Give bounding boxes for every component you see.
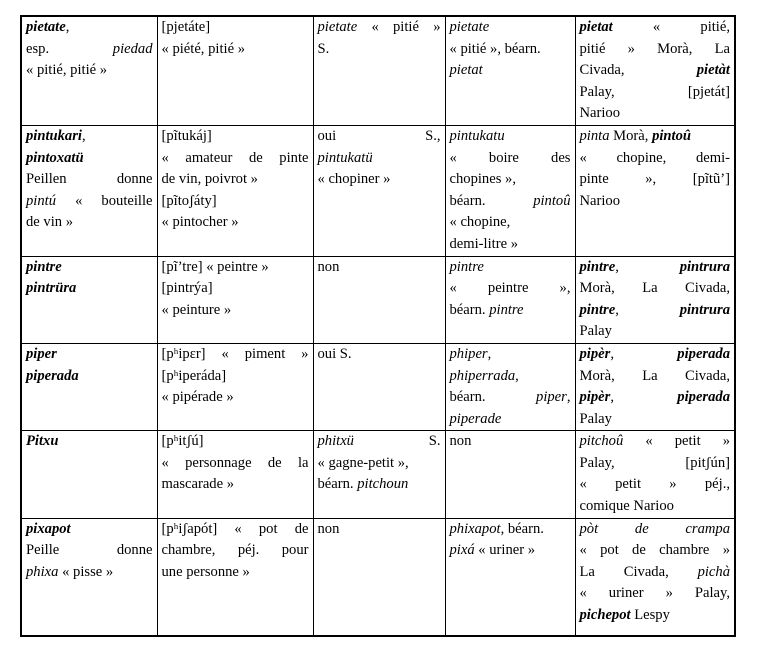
headword: pintrüra (26, 280, 77, 297)
table-cell (157, 256, 313, 343)
cell-text: piedad (112, 40, 153, 57)
headword: piper (26, 345, 57, 362)
cell-text: pichà (697, 563, 730, 580)
cell-text: phixapot (449, 520, 501, 537)
cell-text: des (551, 149, 571, 166)
cell-text: pintrura (679, 301, 730, 318)
cell-text: pintrura (679, 258, 730, 275)
cell-text: pòt (579, 520, 599, 537)
cell-text: pixá (449, 542, 475, 559)
cell-text: [pʰiʃapót] (161, 520, 218, 537)
cell-text: « petit » (579, 476, 677, 493)
cell-text: pitié » Morà, La (579, 40, 730, 57)
table-cell (21, 256, 157, 343)
cell-text: pietàt (696, 62, 730, 79)
headword: pintre (26, 258, 62, 275)
cell-text: piper (536, 389, 567, 406)
cell-text: S. (428, 433, 441, 450)
cell-text: phixa (26, 563, 59, 580)
cell-text: « peinture » (161, 301, 232, 318)
cell-text: non (317, 258, 340, 275)
cell-text: béarn. (449, 192, 486, 209)
cell-text: pinte », (579, 171, 657, 188)
cell-text: Peille (26, 542, 60, 559)
table-cell (445, 125, 575, 256)
cell-text: , (566, 389, 571, 406)
table-cell (313, 256, 445, 343)
table-cell (445, 518, 575, 636)
cell-text: piperade (449, 410, 502, 427)
cell-text: Palay (579, 323, 612, 340)
cell-text: chopines », (449, 171, 516, 188)
cell-text: de (634, 520, 649, 537)
cell-text: Lespy (630, 607, 670, 624)
cell-text: « pisse » (62, 563, 114, 580)
cell-text: pichepot (579, 607, 631, 624)
cell-text: [pintrýa] (161, 280, 213, 297)
table-cell (157, 125, 313, 256)
cell-text: « uriner » (478, 542, 536, 559)
headword: pietate (26, 19, 66, 35)
cell-text: piperada (677, 345, 730, 362)
cell-text: « (449, 280, 457, 297)
table-cell (21, 431, 157, 518)
table-row (21, 125, 735, 256)
table-row (21, 518, 735, 636)
cell-text: pintre (449, 258, 484, 275)
cell-text: de vin » (26, 214, 74, 231)
table-cell (313, 16, 445, 125)
table-row (21, 16, 735, 125)
cell-text: piperada (677, 389, 730, 406)
table-cell (157, 16, 313, 125)
cell-text: Palay, (694, 585, 730, 602)
cell-text: », (559, 280, 571, 297)
cell-text: , (515, 367, 519, 384)
cell-text: pinta (579, 127, 610, 144)
headword: pintoxatü (26, 149, 84, 166)
cell-text: Narioo (579, 105, 621, 122)
cell-text: donne (116, 542, 153, 559)
cell-text: , (610, 389, 614, 406)
cell-text: comique Narioo (579, 498, 674, 515)
cell-text: pintú (26, 192, 56, 209)
cell-text: Civada, (579, 62, 625, 79)
cell-text: phitxü (317, 433, 354, 450)
cell-text: « pot de chambre » (579, 542, 730, 559)
cell-text: , (610, 345, 614, 362)
cell-text: « amateur de pinte (161, 149, 309, 166)
cell-text: demi- (695, 149, 730, 166)
cell-text: « uriner » (579, 585, 673, 602)
cell-text: demi-litre » (449, 235, 518, 252)
cell-text: pitchoun (357, 476, 409, 493)
cell-text: « pintocher » (161, 214, 239, 231)
cell-text: pietate (449, 19, 490, 35)
cell-text: péj., (704, 476, 730, 493)
table-cell (575, 16, 735, 125)
cell-text: [pĩ’tre] « peintre » (161, 258, 269, 275)
cell-text: [pitʃún] (685, 454, 730, 471)
cell-text: Morà, La Civada, (579, 280, 730, 297)
cell-text: S., (425, 127, 441, 144)
table-cell (157, 518, 313, 636)
cell-text: esp. (26, 40, 50, 57)
cell-text: pintre (579, 258, 616, 275)
cell-text: pintre (579, 301, 616, 318)
cell-text: crampa (685, 520, 730, 537)
headword: pintukari (26, 127, 82, 144)
cell-text: pitchoû (579, 433, 624, 450)
table-cell (445, 431, 575, 518)
cell-text: béarn. (449, 389, 486, 406)
cell-text: « chopiner » (317, 171, 391, 188)
cell-text: phiper (449, 345, 488, 362)
cell-text: Peillen (26, 171, 67, 188)
cell-text: une personne » (161, 563, 250, 580)
cell-text: « pot de (234, 520, 309, 537)
cell-text: [pĩtukáj] (161, 127, 212, 144)
cell-text: Palay (579, 410, 612, 427)
cell-text: pintukatu (449, 127, 505, 144)
table-row (21, 431, 735, 518)
cell-text: pietat (579, 19, 613, 35)
cell-text: « pitié » (371, 19, 441, 35)
table-cell (157, 431, 313, 518)
cell-text: donne (116, 171, 153, 188)
cell-text: de vin, poivrot » (161, 171, 258, 188)
cell-text: [pʰitʃú] (161, 433, 204, 450)
cell-text: [pʰipɛr] (161, 345, 206, 362)
cell-text: « piment » (221, 345, 309, 362)
cell-text: pintre (489, 301, 524, 318)
cell-text: [pĩtoʃáty] (161, 192, 217, 209)
cell-text: pintukatü (317, 149, 373, 166)
headword: piperada (26, 367, 79, 384)
table-cell (575, 431, 735, 518)
cell-text: [pjetáte] (161, 19, 211, 35)
cell-text: peintre (487, 280, 529, 297)
cell-text: Morà, La Civada, (579, 367, 730, 384)
cell-text: chambre, péj. pour (161, 542, 309, 559)
cell-text: non (317, 520, 340, 537)
table-cell (575, 343, 735, 430)
cell-text: , (615, 301, 619, 318)
cell-text: , (65, 19, 70, 35)
cell-text: [pjetát] (687, 83, 730, 100)
cell-text: « chopine, (579, 149, 667, 166)
table-cell (313, 518, 445, 636)
cell-text: , (487, 345, 492, 362)
table-row (21, 343, 735, 430)
cell-text: « pitié, pitié » (26, 62, 108, 79)
table-cell (575, 518, 735, 636)
table-cell (313, 343, 445, 430)
cell-text: pipèr (579, 389, 611, 406)
table-cell (21, 343, 157, 430)
cell-text: « petit » (645, 433, 730, 450)
cell-text: « pitié, (652, 19, 730, 35)
cell-text: , (615, 258, 619, 275)
headword: Pitxu (26, 433, 59, 450)
cell-text: « boire (449, 149, 519, 166)
cell-text: « bouteille (75, 192, 153, 209)
cell-text: oui S. (317, 345, 352, 362)
lexicon-table (20, 15, 736, 637)
cell-text: « piété, pitié » (161, 40, 245, 57)
cell-text: béarn. (317, 476, 354, 493)
cell-text: « pitié », béarn. (449, 40, 541, 57)
table-cell (575, 125, 735, 256)
cell-text: pipèr (579, 345, 611, 362)
cell-text: S. (317, 40, 330, 57)
cell-text: pietat (449, 62, 483, 79)
cell-text: pintoû (652, 127, 691, 144)
table-cell (575, 256, 735, 343)
cell-text: oui (317, 127, 337, 144)
cell-text: La Civada, (579, 563, 669, 580)
cell-text: pietate (317, 19, 358, 35)
table-cell (313, 431, 445, 518)
headword: pixapot (26, 520, 71, 537)
table-cell (445, 343, 575, 430)
table-cell (21, 518, 157, 636)
table-cell (21, 125, 157, 256)
cell-text: Narioo (579, 192, 621, 209)
cell-text: « gagne-petit », (317, 454, 409, 471)
table-row (21, 256, 735, 343)
cell-text: pintoû (533, 192, 571, 209)
cell-text: Palay, (579, 454, 615, 471)
cell-text: béarn. (449, 301, 486, 318)
table-cell (21, 16, 157, 125)
cell-text: Morà, (609, 127, 653, 144)
cell-text: , (81, 127, 86, 144)
table-cell (313, 125, 445, 256)
table-cell (445, 16, 575, 125)
cell-text: « pipérade » (161, 389, 234, 406)
table-cell (157, 343, 313, 430)
cell-text: , béarn. (500, 520, 544, 537)
cell-text: phiperrada (449, 367, 516, 384)
cell-text: [pĩtũ’] (692, 171, 730, 188)
cell-text: « chopine, (449, 214, 511, 231)
cell-text: Palay, (579, 83, 615, 100)
table-cell (445, 256, 575, 343)
cell-text: [pʰiperáda] (161, 367, 227, 384)
cell-text: « personnage de la (161, 454, 309, 471)
cell-text: non (449, 433, 472, 450)
cell-text: mascarade » (161, 476, 235, 493)
